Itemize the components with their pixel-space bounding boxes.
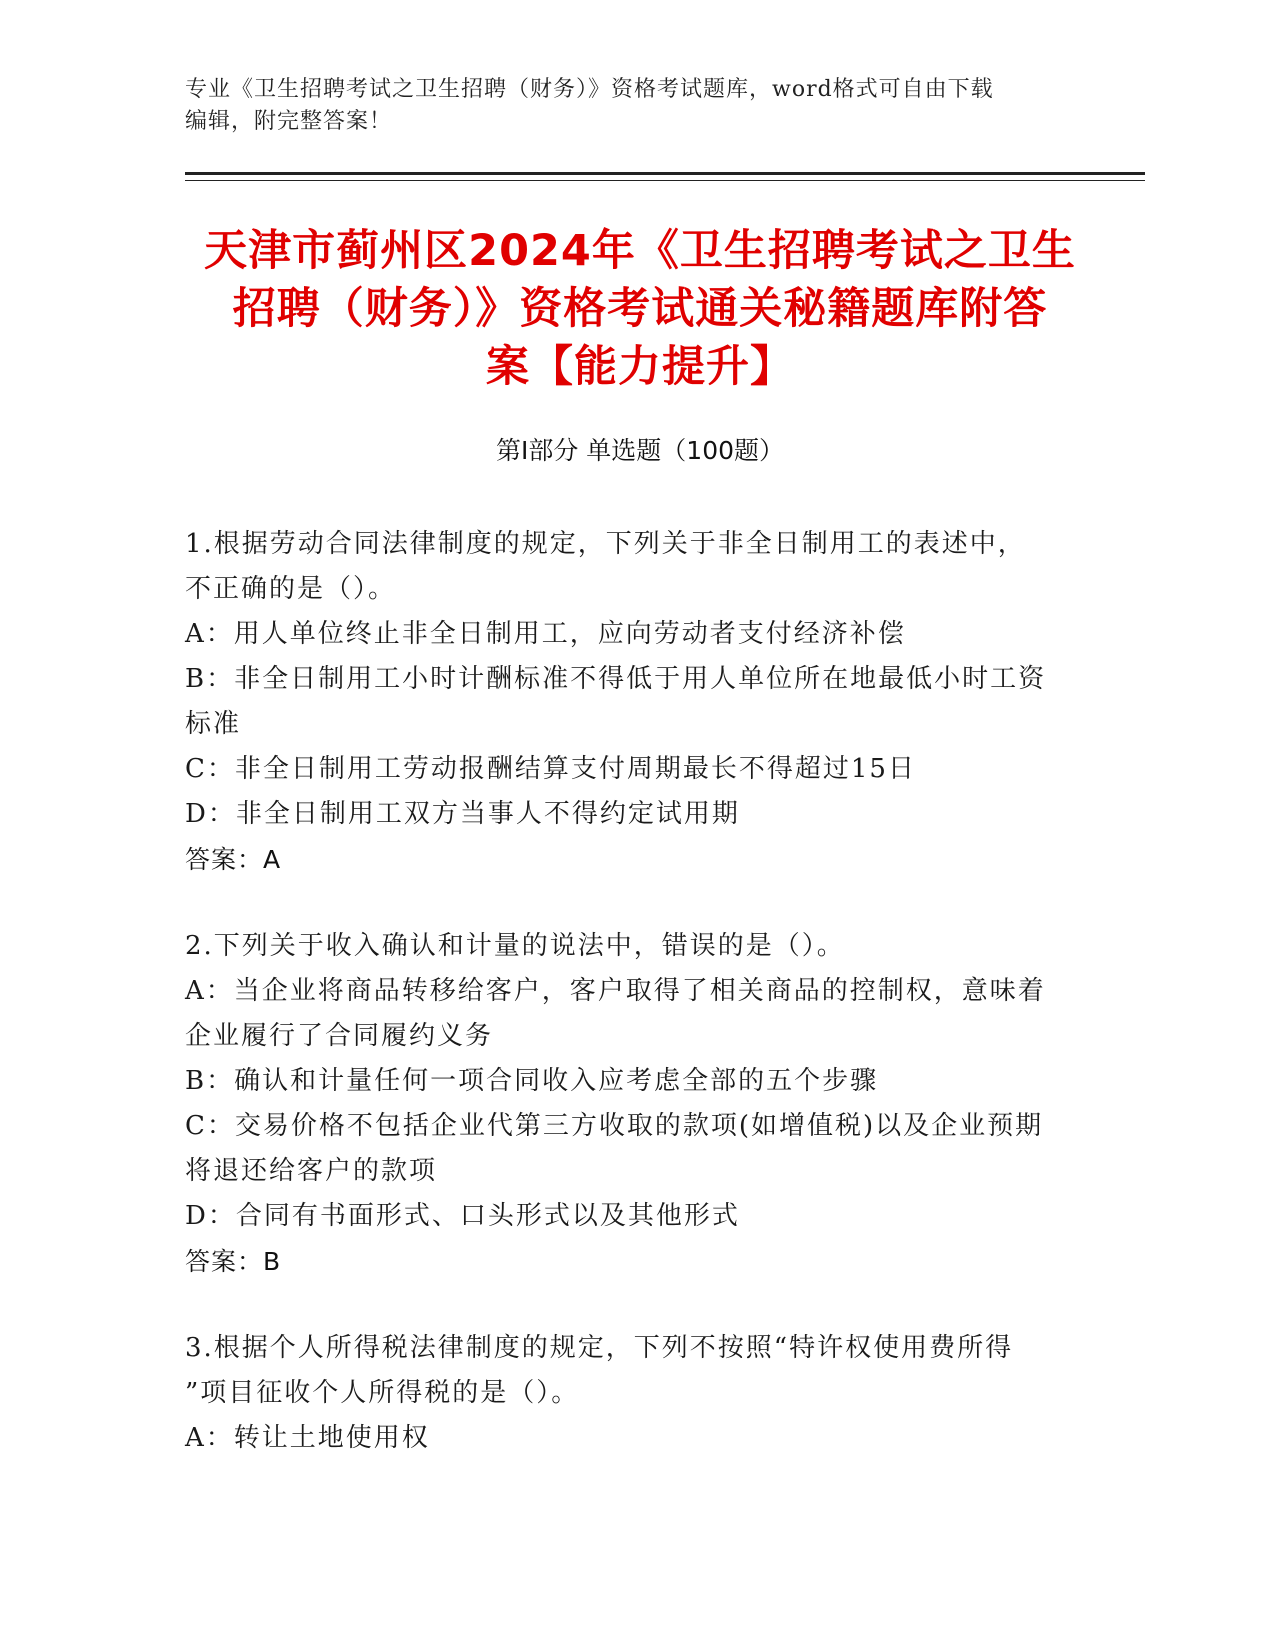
header-divider-thin — [185, 180, 1145, 181]
option-c: C：交易价格不包括企业代第三方收取的款项(如增值税)以及企业预期 — [185, 1111, 1044, 1141]
question-list — [185, 522, 1085, 1503]
question-2 — [185, 924, 1085, 1284]
answer-key: 答案：A — [185, 845, 282, 874]
question-3 — [185, 1326, 1085, 1461]
option-c: 将退还给客户的款项 — [185, 1156, 438, 1186]
option-a: A：转让土地使用权 — [185, 1423, 430, 1453]
question-1 — [185, 522, 1085, 882]
header-divider-thick — [185, 172, 1145, 175]
question-stem: 2.下列关于收入确认和计量的说法中，错误的是（）。 — [185, 931, 845, 961]
option-a: 企业履行了合同履约义务 — [185, 1021, 494, 1051]
title-line: 招聘（财务）》资格考试通关秘籍题库附答 — [232, 284, 1048, 334]
question-stem: 1.根据劳动合同法律制度的规定，下列关于非全日制用工的表述中， — [185, 529, 1026, 559]
title-line: 案【能力提升】 — [486, 342, 794, 392]
answer-key: 答案：B — [185, 1247, 282, 1276]
option-a: A：当企业将商品转移给客户，客户取得了相关商品的控制权，意味着 — [185, 976, 1046, 1006]
option-c: C：非全日制用工劳动报酬结算支付周期最长不得超过15日 — [185, 754, 916, 784]
option-d: D：非全日制用工双方当事人不得约定试用期 — [185, 799, 740, 829]
option-d: D：合同有书面形式、口头形式以及其他形式 — [185, 1201, 740, 1231]
option-b: B：确认和计量任何一项合同收入应考虑全部的五个步骤 — [185, 1066, 879, 1096]
header-note — [185, 74, 1085, 138]
question-stem: ”项目征收个人所得税的是（）。 — [185, 1378, 580, 1408]
title-line: 天津市蓟州区2024年《卫生招聘考试之卫生 — [204, 226, 1076, 276]
header-note-line: 专业《卫生招聘考试之卫生招聘（财务）》资格考试题库，word格式可自由下载 — [185, 77, 994, 102]
option-a: A：用人单位终止非全日制用工，应向劳动者支付经济补偿 — [185, 619, 906, 649]
option-b: 标准 — [185, 709, 242, 739]
question-stem: 不正确的是（）。 — [185, 574, 397, 604]
question-stem: 3.根据个人所得税法律制度的规定，下列不按照“特许权使用费所得 — [185, 1333, 1014, 1363]
document-title — [160, 222, 1120, 396]
option-b: B：非全日制用工小时计酬标准不得低于用人单位所在地最低小时工资 — [185, 664, 1047, 694]
header-note-line: 编辑，附完整答案！ — [185, 109, 393, 134]
section-heading: 第Ⅰ部分 单选题（100题） — [495, 436, 785, 465]
